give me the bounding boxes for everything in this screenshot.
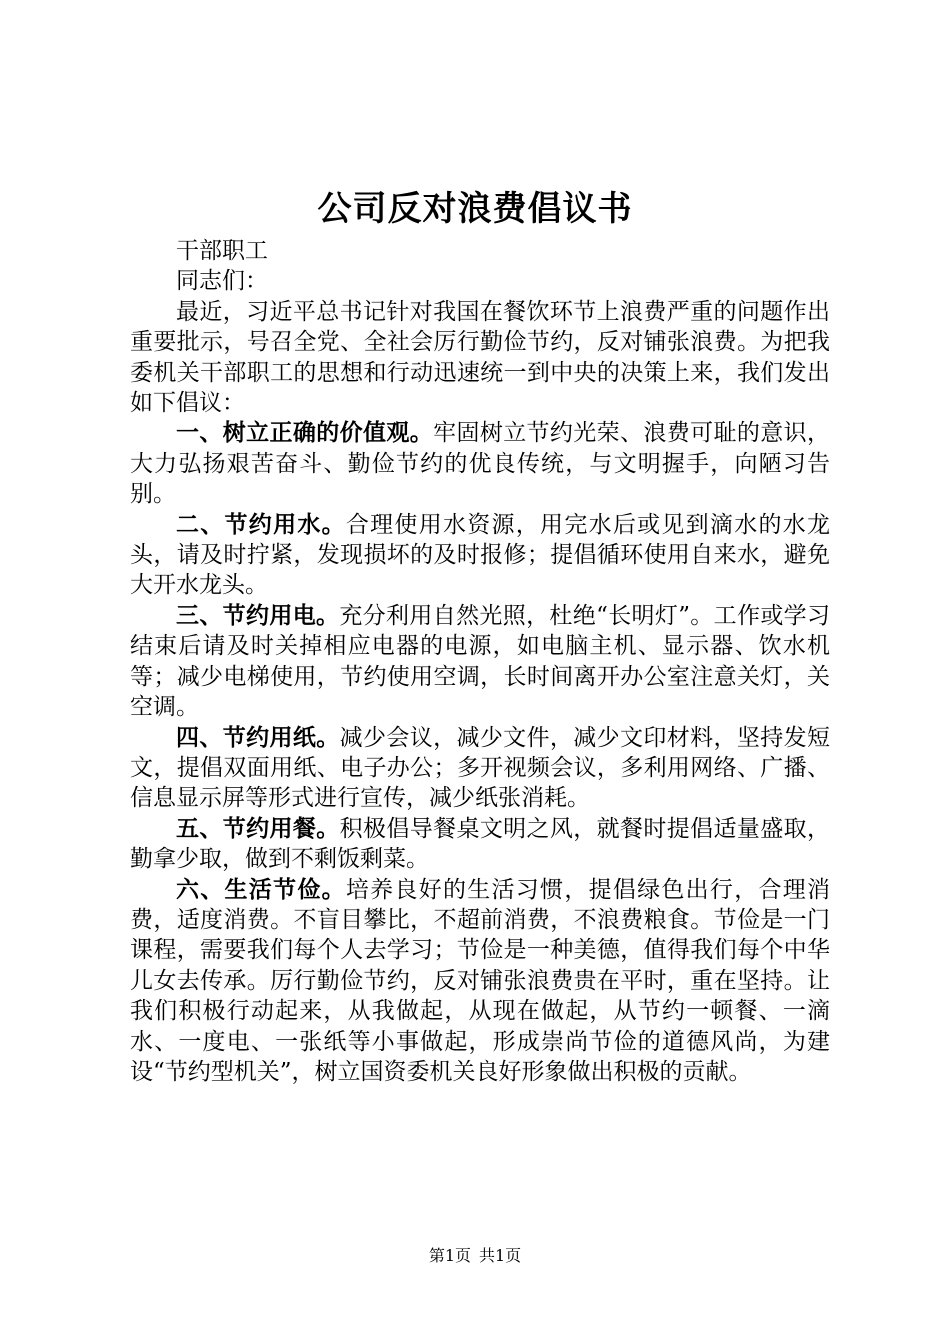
section-paragraph [130,875,830,1088]
salutation-line: 同志们： [176,268,268,295]
section-paragraph [130,418,830,509]
page-total: 共1页 [479,1246,522,1265]
section-heading: 六、生活节俭。 [176,876,346,903]
section-text: 减少会议，减少文件，减少文印材料，坚持发短文，提倡双面用纸、电子办公；多开视频会议，多利用网络、广播、信息显示屏等形式进行宣传，减少纸张消耗。 [130,724,831,812]
section-paragraph [130,723,830,814]
intro-paragraph: 最近，习近平总书记针对我国在餐饮环节上浪费严重的问题作出重要批示，号召全党、全社会厉行勤俭节约，反对铺张浪费。为把我委机关干部职工的思想和行动迅速统一到中央的决策上来，我们发出如下倡议： [130,298,830,417]
section-heading: 四、节约用纸。 [176,724,340,751]
section-paragraph [130,814,830,875]
document-body [130,236,830,1087]
section-heading: 二、节约用水。 [176,511,346,538]
section-text: 牢固树立节约光荣、浪费可耻的意识，大力弘扬艰苦奋斗、勤俭节约的优良传统，与文明握手，向陋习告别。 [130,420,831,508]
section-heading: 一、树立正确的价值观。 [176,420,434,447]
section-text: 培养良好的生活习惯，提倡绿色出行，合理消费，适度消费。不盲目攀比，不超前消费，不浪费粮食。节俭是一门课程，需要我们每个人去学习；节俭是一种美德，值得我们每个中华儿女去传承。厉行勤俭节约，反对铺张浪费贵在平时，重在坚持。让我们积极行动起来，从我做起，从现在做起，从节约一顿餐、一滴水、一度电、一张纸等小事做起，形成崇尚节俭的道德风尚，为建设“节约型机关”，树立国资委机关良好形象做出积极的贡献。 [130,876,831,1085]
section-paragraph [130,510,830,601]
section-paragraph [130,601,830,723]
recipient-line: 干部职工 [176,238,268,264]
page-footer [0,1245,950,1267]
section-text: 充分利用自然光照，杜绝“长明灯”。工作或学习结束后请及时关掉相应电器的电源，如电脑主机、显示器、饮水机等；减少电梯使用，节约使用空调，长时间离开办公室注意关灯，关空调。 [130,602,830,721]
section-text: 积极倡导餐桌文明之风，就餐时提倡适量盛取，勤拿少取，做到不剩饭剩菜。 [130,815,831,873]
page-number: 第1页 [428,1246,471,1265]
document-title: 公司反对浪费倡议书 [317,189,633,229]
section-heading: 三、节约用电。 [176,602,340,629]
section-heading: 五、节约用餐。 [176,815,340,842]
section-text: 合理使用水资源，用完水后或见到滴水的水龙头，请及时拧紧，发现损坏的及时报修；提倡循环使用自来水，避免大开水龙头。 [130,511,831,599]
